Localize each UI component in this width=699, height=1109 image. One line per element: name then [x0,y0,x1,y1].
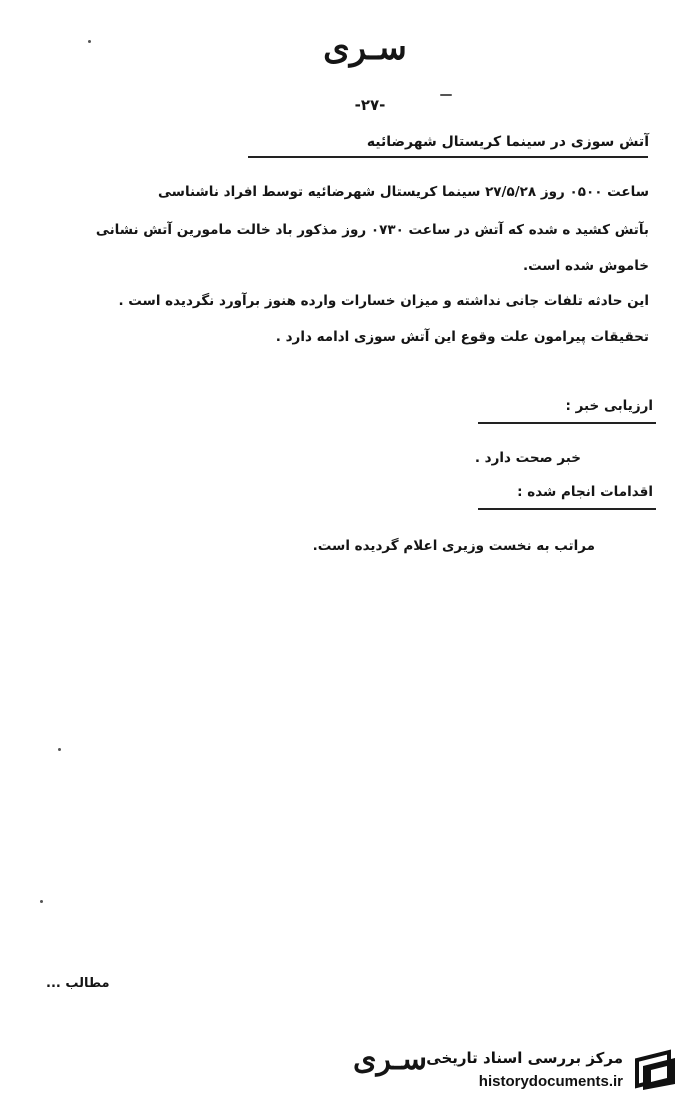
classification-stamp-bottom: سـری [353,1042,427,1077]
archive-watermark [381,1046,681,1098]
archive-name: مرکز بررسی اسناد تاریخی [426,1049,623,1067]
actions-underline [478,508,656,510]
actions-text: مراتب به نخست وزیری اعلام گردیده است. [312,538,595,554]
scan-speck [40,900,43,903]
body-line-2: بآتش کشید ه شده که آتش در ساعت ۰۷۳۰ روز مذکور باد خالت مامورین آتش نشانی [95,222,649,238]
body-line-1: ساعت ۰۵۰۰ روز ۲۷/۵/۲۸ سینما کریستال شهرضائیه توسط افراد ناشناسی [158,184,649,200]
scan-speck [440,94,452,96]
subject-underline [248,156,648,158]
archive-url: historydocuments.ir [478,1073,623,1090]
actions-heading: اقدامات انجام شده : [517,484,653,500]
body-line-5: تحقیقات پیرامون علت وقوع این آتش سوزی ادامه دارد . [275,329,649,345]
evaluation-heading: ارزیابی خبر : [565,398,653,414]
classification-stamp-top: سـری [323,28,407,68]
body-line-4: این حادثه تلفات جانی نداشته و میزان خسارات وارده هنوز برآورد نگردیده است . [118,293,649,309]
continuation-mark: مطالب ... [46,976,110,991]
scan-speck [88,40,91,43]
document-subject: آتش سوزی در سینما کریستال شهرضائیه [366,134,649,150]
scan-speck [58,748,61,751]
evaluation-underline [478,422,656,424]
evaluation-text: خبر صحت دارد . [474,450,581,466]
body-line-3: خاموش شده است. [522,258,649,274]
document-number: -۲۷- [354,96,386,114]
archive-logo-icon [631,1046,681,1096]
